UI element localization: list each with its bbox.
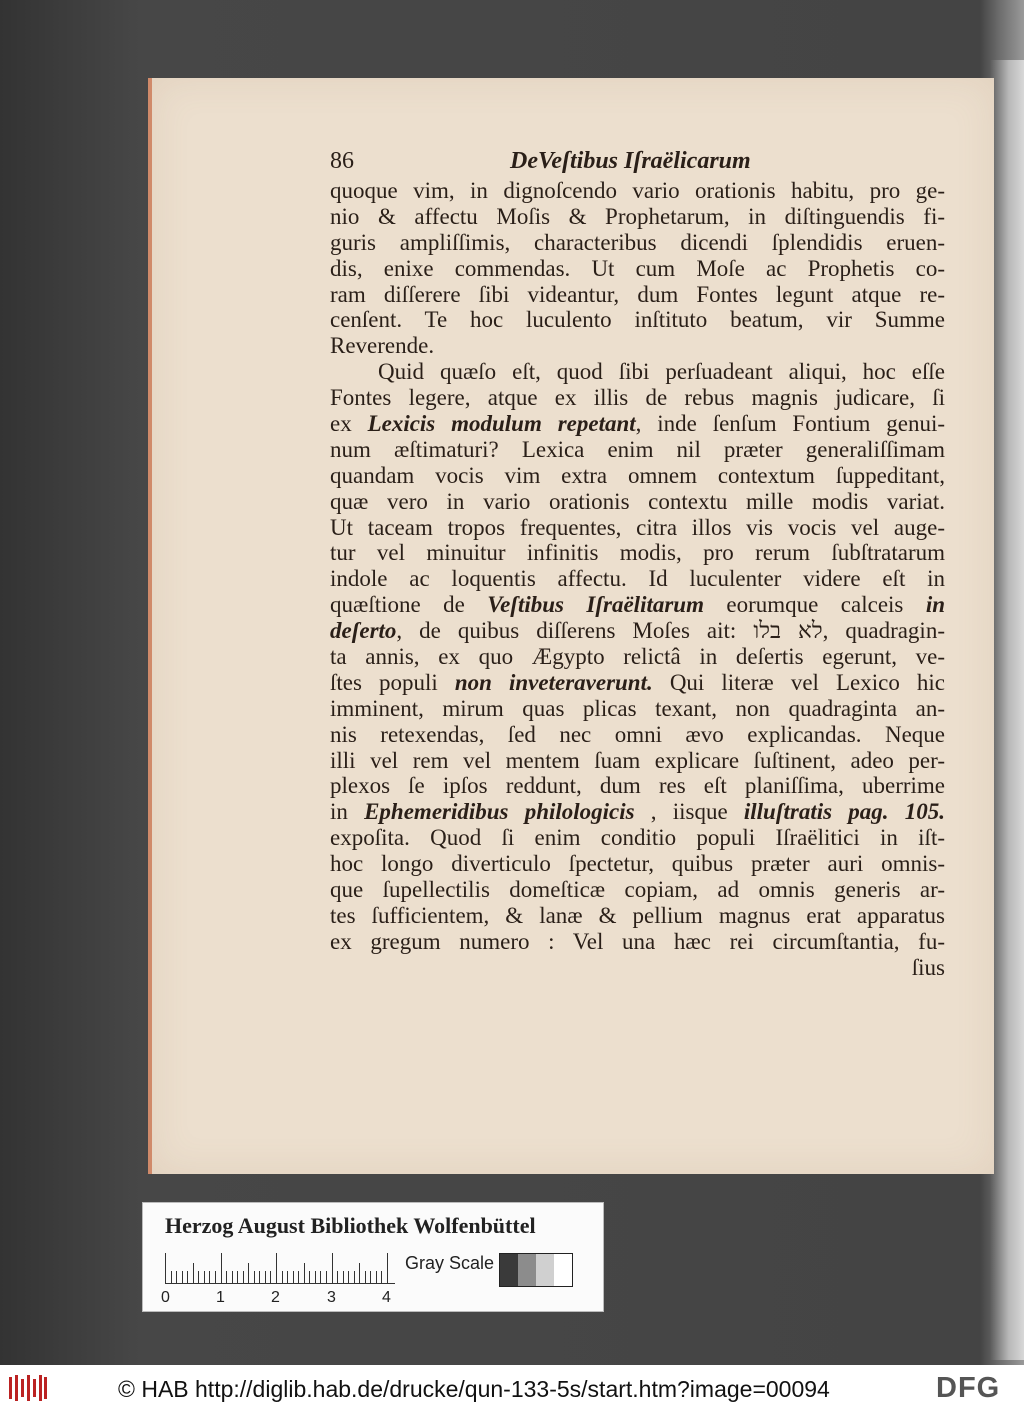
ruler-tick: [359, 1263, 360, 1283]
library-name: Herzog August Bibliothek Wolfenbüttel: [165, 1213, 536, 1238]
text-line: dis, enixe commendas. Ut cum Moſe ac Prophetis co-: [330, 255, 945, 281]
italic-phrase: Veſtibus Iſraëlitarum: [487, 592, 704, 618]
italic-phrase: non inveteraverunt.: [454, 669, 653, 695]
italic-phrase: Ephemeridibus philologicis: [364, 799, 635, 825]
footer-url-link[interactable]: © HAB http://diglib.hab.de/drucke/qun-133-5s/start.htm?image=00094: [118, 1376, 830, 1402]
hab-logo-icon: [8, 1373, 48, 1403]
ruler-tick: [276, 1253, 277, 1283]
ruler-label: 2: [271, 1289, 280, 1306]
ruler-tick: [326, 1271, 327, 1283]
text-line: ta annis, ex quo Ægypto relictâ in deſertis egerunt, ve-: [330, 644, 945, 670]
ruler-tick: [221, 1253, 222, 1283]
text-line: ex gregum numero : Vel una hæc rei circumſtantia, fu-: [330, 928, 945, 954]
text-segment: , iisque: [634, 799, 744, 825]
page-number: 86: [330, 148, 354, 174]
italic-phrase: Lexicis modulum repetant: [367, 411, 636, 437]
text-line: que ſupellectilis domeſticæ copiam, ad omnis generis ar-: [330, 877, 945, 903]
catchword: ſius: [911, 954, 945, 980]
text-line: [330, 670, 945, 696]
ruler-tick: [248, 1263, 249, 1283]
text-line: imminent, mirum quas plicas texant, non quadraginta an-: [330, 695, 945, 721]
ruler-tick: [370, 1271, 371, 1283]
grayscale-label: Gray Scale: [405, 1253, 495, 1273]
text-line: quæ vero in vario orationis contextu mille modis variat.: [330, 488, 945, 514]
ruler-tick: [209, 1271, 210, 1283]
ruler-label: 4: [382, 1289, 391, 1306]
text-line: ram diſſerere ſibi videantur, dum Fontes legunt atque re-: [330, 281, 945, 307]
dfg-logo: DFG: [936, 1372, 1001, 1404]
text-line: illi vel rem vel mentem ſuam explicare ſuſtinent, adeo per-: [330, 747, 945, 773]
text-line: [330, 618, 945, 644]
text-segment: in: [330, 799, 365, 825]
italic-phrase: deſerto: [330, 618, 397, 644]
ruler-tick: [337, 1271, 338, 1283]
text-line: quoque vim, in dignoſcendo vario orationis habitu, pro ge-: [330, 178, 945, 203]
text-line: guris ampliſſimis, characteribus dicendi ſplendidis eruen-: [330, 229, 945, 255]
ruler-tick: [187, 1271, 188, 1283]
ruler-label: 3: [327, 1289, 336, 1306]
ruler-label: 1: [216, 1289, 225, 1306]
text-segment: Qui literæ vel Lexico hic: [652, 669, 945, 695]
text-segment: eorumque calceis: [703, 592, 926, 618]
text-line: num æſtimaturi? Lexica enim nil præter generaliſſimam: [330, 436, 945, 462]
text-segment: ex: [330, 411, 368, 437]
ruler-tick: [270, 1271, 271, 1283]
text-line: indole ac loquentis affectu. Id luculenter videre eſt in: [330, 566, 945, 592]
text-line: Quid quæſo eſt, quod ſibi perſuadeant aliqui, hoc eſſe: [378, 359, 945, 385]
scale-card: [142, 1202, 604, 1312]
ruler-tick: [198, 1271, 199, 1283]
ruler-tick: [387, 1253, 388, 1283]
text-line: nis retexendas, ſed nec omni ævo explicandas. Neque: [330, 721, 945, 747]
text-line: [330, 799, 945, 825]
ruler-tick: [226, 1271, 227, 1283]
ruler-tick: [232, 1271, 233, 1283]
ruler-tick: [265, 1271, 266, 1283]
ruler-tick: [259, 1271, 260, 1283]
text-line: Ut taceam tropos frequentes, citra illos vis vocis vel auge-: [330, 514, 945, 540]
ruler-tick: [309, 1271, 310, 1283]
ruler: [165, 1253, 395, 1284]
ruler-tick: [381, 1271, 382, 1283]
ruler-tick: [193, 1263, 194, 1283]
text-line: nio & affectu Moſis & Prophetarum, in diſtinguendis fi-: [330, 203, 945, 229]
ruler-tick: [176, 1271, 177, 1283]
text-line: plexos ſe ipſos reddunt, dum res eſt planiſſima, uberrime: [330, 773, 945, 799]
text-line: [330, 592, 945, 618]
footer-bar: [0, 1365, 1024, 1412]
ruler-tick: [304, 1263, 305, 1283]
page-header: [330, 148, 945, 178]
ruler-tick: [343, 1271, 344, 1283]
ruler-tick: [348, 1271, 349, 1283]
ruler-tick: [243, 1271, 244, 1283]
ruler-tick: [237, 1271, 238, 1283]
ruler-tick: [287, 1271, 288, 1283]
ruler-tick: [182, 1271, 183, 1283]
text-line: hoc longo diverticulo ſpectetur, quibus præter auri omnis-: [330, 851, 945, 877]
text-line: expoſita. Quod ſi enim conditio populi Iſraëlitici in iſt-: [330, 825, 945, 851]
ruler-tick: [376, 1271, 377, 1283]
text-line: cenſent. Te hoc luculento inſtituto beatum, vir Summe: [330, 307, 945, 333]
grayscale-swatches: [499, 1253, 573, 1287]
text-line: Fontes legere, atque ex illis de rebus magnis judicare, ſi: [330, 385, 945, 411]
text-line: tur vel minuitur infinitis modis, pro rerum ſubſtratarum: [330, 540, 945, 566]
swatch: [554, 1254, 572, 1286]
next-page-edge: [990, 60, 1024, 1360]
ruler-tick: [315, 1271, 316, 1283]
ruler-tick: [354, 1271, 355, 1283]
text-line: [330, 411, 945, 437]
running-title: DeVeſtibus Iſraëlicarum: [510, 148, 751, 174]
text-segment: quæſtione de: [330, 592, 488, 618]
swatch: [536, 1254, 554, 1286]
swatch: [500, 1254, 518, 1286]
text-line: tes ſufficientem, & lanæ & pellium magnus erat apparatus: [330, 902, 945, 928]
ruler-tick: [320, 1271, 321, 1283]
ruler-tick: [171, 1271, 172, 1283]
text-segment: , inde ſenſum Fontium genui-: [635, 411, 945, 437]
ruler-tick: [298, 1271, 299, 1283]
ruler-tick: [165, 1253, 166, 1283]
ruler-tick: [204, 1271, 205, 1283]
page-text: [330, 148, 945, 981]
ruler-tick: [332, 1253, 333, 1283]
ruler-label: 0: [161, 1289, 170, 1306]
text-segment: , de quibus diſſerens Moſes ait: לא בלו, quadragin-: [396, 618, 945, 644]
text-segment: ſtes populi: [330, 669, 455, 695]
text-line: quandam vocis vim extra omnem contextum ſuppeditant,: [330, 462, 945, 488]
ruler-tick: [365, 1271, 366, 1283]
text-line: Reverende.: [330, 333, 435, 359]
ruler-tick: [293, 1271, 294, 1283]
ruler-tick: [282, 1271, 283, 1283]
italic-phrase: in: [925, 592, 945, 618]
ruler-tick: [254, 1271, 255, 1283]
swatch: [518, 1254, 536, 1286]
italic-phrase: illuſtratis pag. 105.: [743, 799, 945, 825]
ruler-tick: [215, 1271, 216, 1283]
